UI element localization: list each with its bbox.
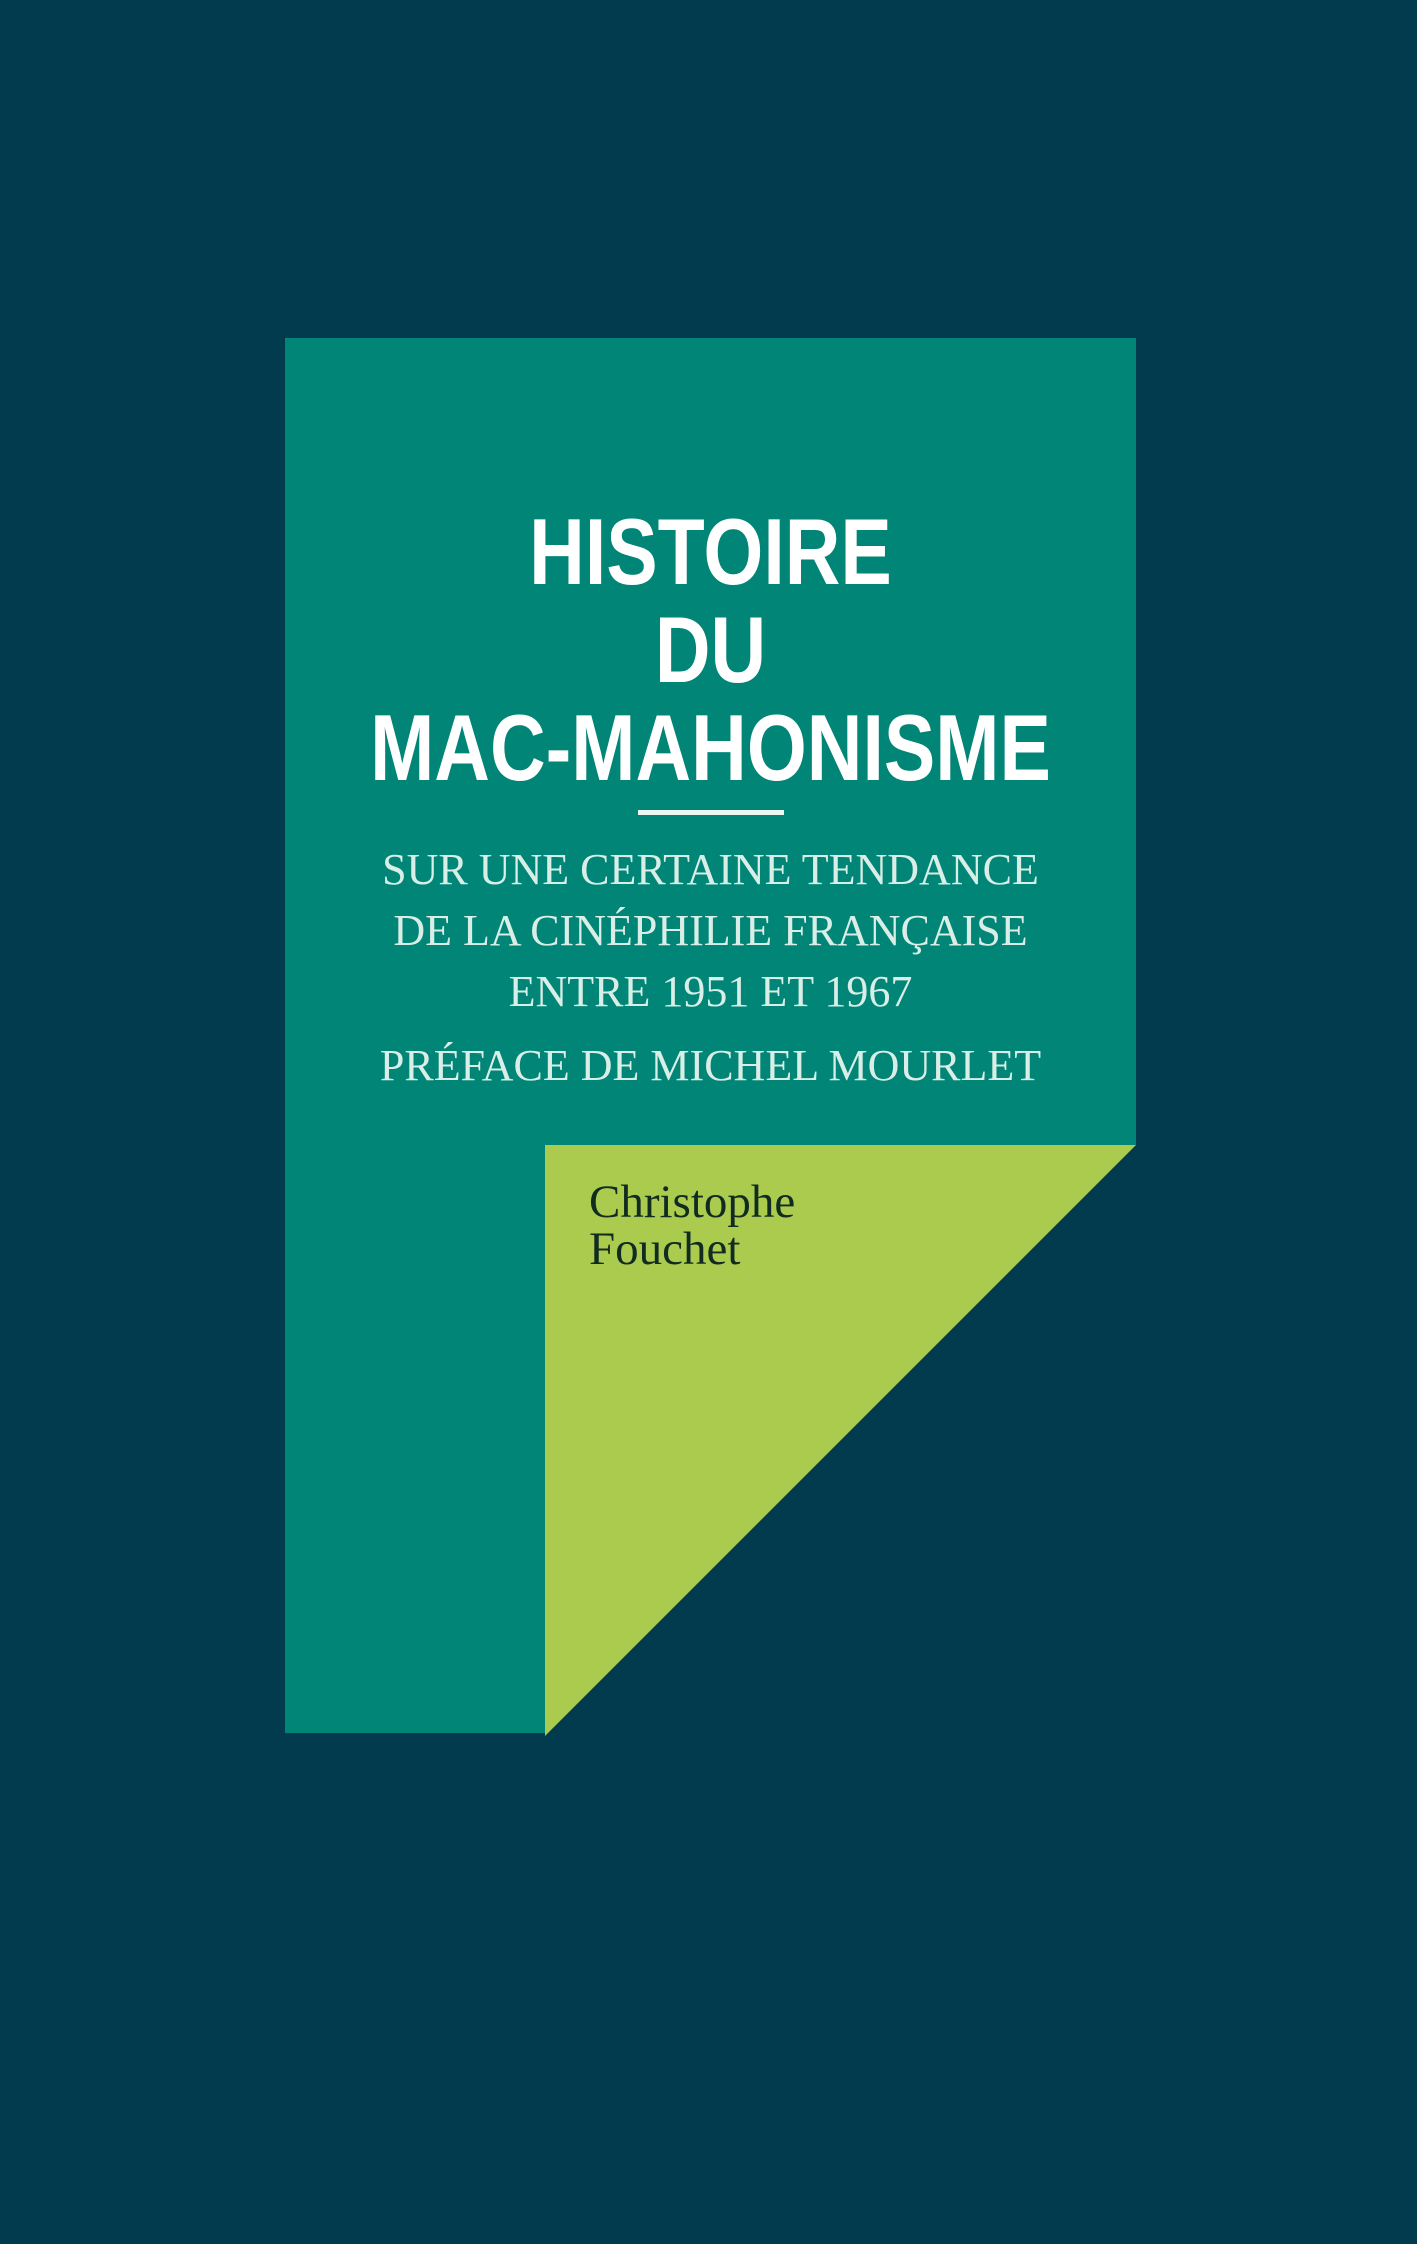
book-title-line-3: MAC-MAHONISME	[370, 695, 1051, 800]
author-name	[589, 1176, 796, 1275]
title-panel	[285, 338, 1136, 1145]
book-subtitle	[285, 839, 1136, 1022]
book-subtitle-line-1: SUR UNE CERTAINE TENDANCE	[382, 845, 1039, 894]
left-teal-column	[285, 1145, 545, 1733]
book-title-line-2: DU	[654, 597, 767, 702]
author-first-name: Christophe	[589, 1176, 796, 1228]
book-subtitle-line-2: DE LA CINÉPHILIE FRANÇAISE	[393, 906, 1028, 955]
book-subtitle-line-3: ENTRE 1951 ET 1967	[508, 967, 913, 1016]
title-divider-rule	[638, 810, 784, 815]
book-title-line-1: HISTOIRE	[529, 499, 892, 604]
book-title	[362, 499, 1060, 800]
author-last-name: Fouchet	[589, 1223, 741, 1275]
preface-credit: PRÉFACE DE MICHEL MOURLET	[379, 1041, 1042, 1090]
